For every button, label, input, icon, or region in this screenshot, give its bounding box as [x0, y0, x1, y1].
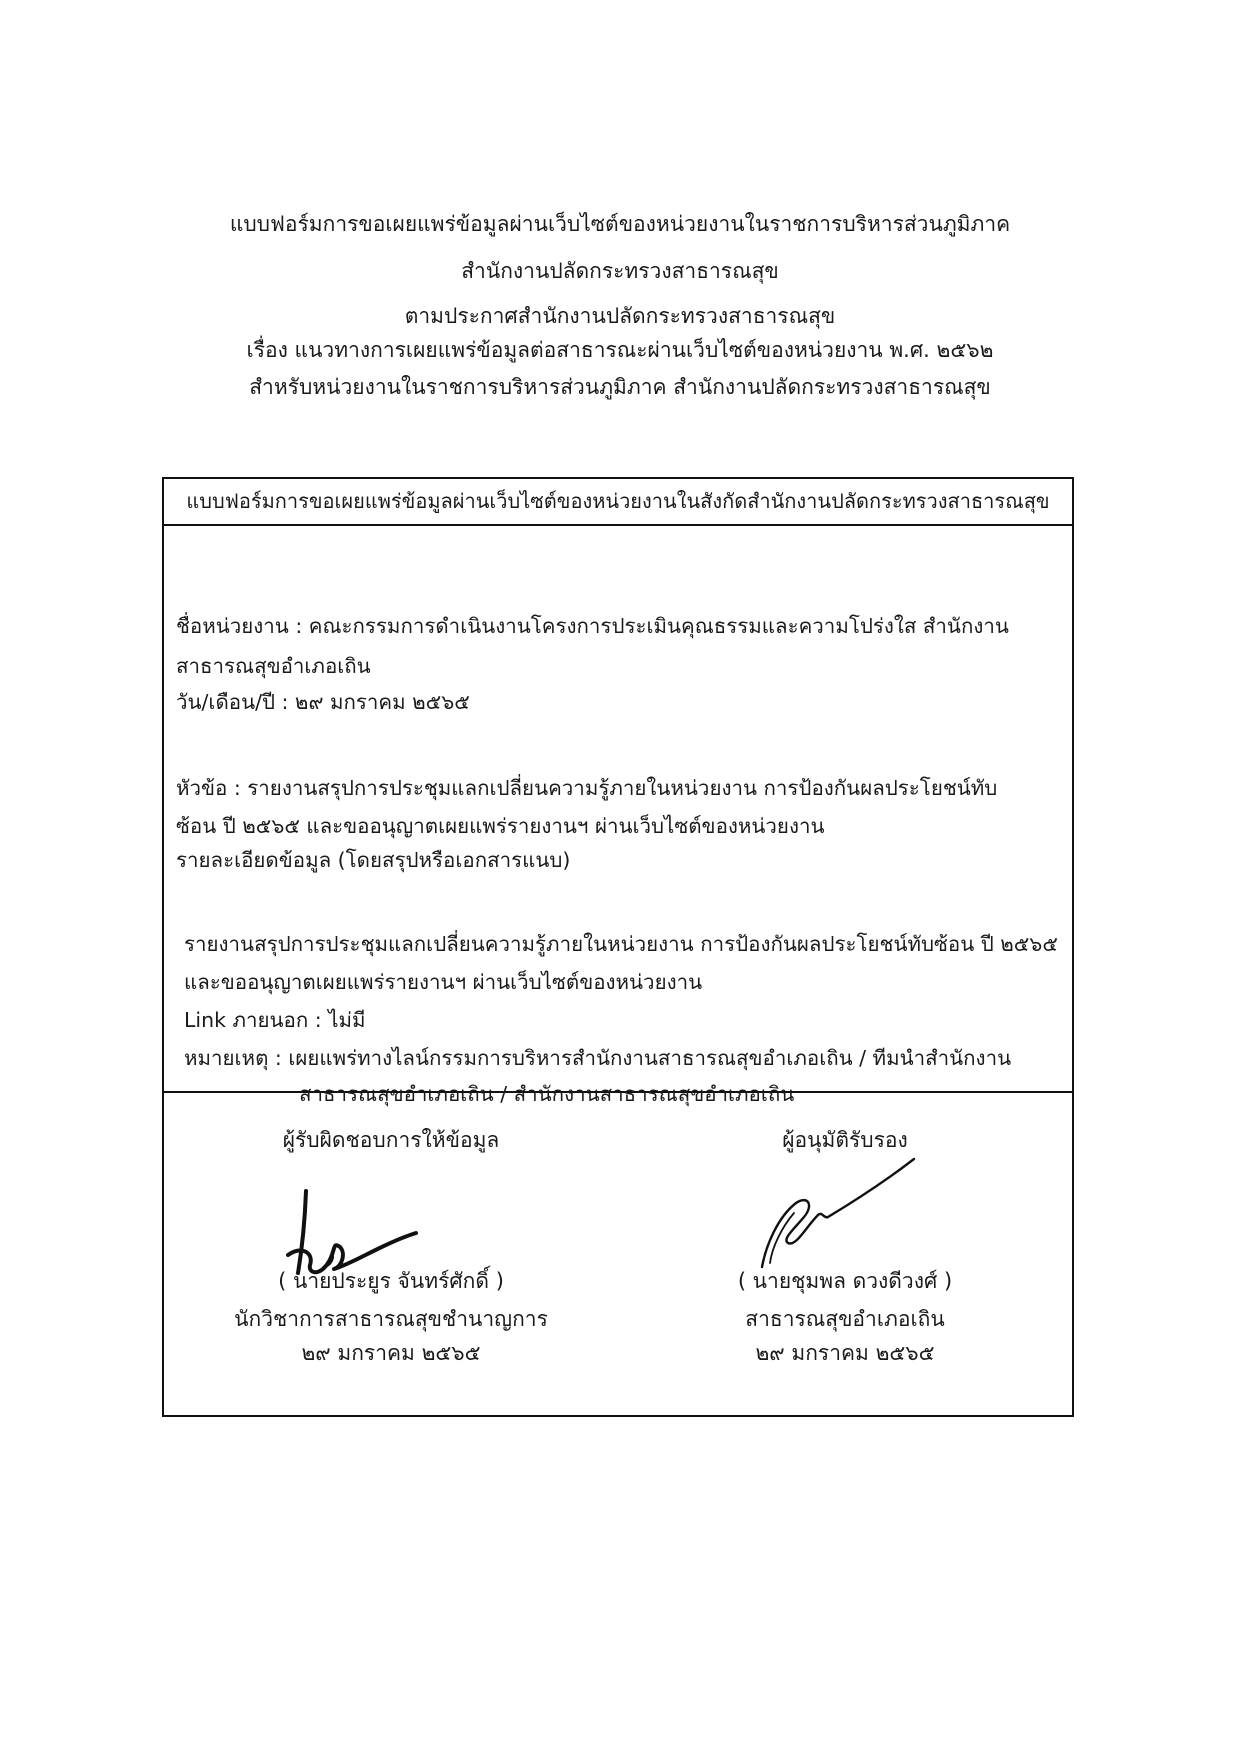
right-signer-name: ( นายชุมพล ดวงดีวงศ์ ): [737, 1269, 953, 1293]
left-signer-date: ๒๙ มกราคม ๒๕๖๕: [301, 1341, 481, 1365]
publication-form: [162, 477, 1074, 1417]
detail-line-2: และขออนุญาตเผยแพร่รายงานฯ ผ่านเว็บไซต์ของหน่วยงาน: [184, 970, 703, 994]
detail-line-1: รายงานสรุปการประชุมแลกเปลี่ยนความรู้ภายในหน่วยงาน การป้องกันผลประโยชน์ทับซ้อน ปี ๒๕๖๕: [184, 932, 1058, 956]
form-title: แบบฟอร์มการขอเผยแพร่ข้อมูลผ่านเว็บไซต์ของหน่วยงานในสังกัดสำนักงานปลัดกระทรวงสาธารณสุข: [164, 479, 1072, 526]
agency-line-2: สาธารณสุขอำเภอเถิน: [176, 654, 371, 678]
left-signer-position: นักวิชาการสาธารณสุขชำนาญการ: [234, 1307, 548, 1331]
agency-line-1: ชื่อหน่วยงาน : คณะกรรมการดำเนินงานโครงการประเมินคุณธรรมและความโปร่งใส สำนักงาน: [176, 614, 1009, 638]
left-signer-name: ( นายประยูร จันทร์ศักดิ์ ): [278, 1269, 504, 1293]
right-signer-role: ผู้อนุมัติรับรอง: [782, 1128, 908, 1152]
header-line-2: สำนักงานปลัดกระทรวงสาธารณสุข: [461, 259, 779, 283]
header-line-4: เรื่อง แนวทางการเผยแพร่ข้อมูลต่อสาธารณะผ่านเว็บไซต์ของหน่วยงาน พ.ศ. ๒๕๖๒: [246, 338, 994, 362]
external-link-line: Link ภายนอก : ไม่มี: [184, 1008, 366, 1032]
form-info-section: [164, 526, 1072, 1106]
left-signer-role: ผู้รับผิดชอบการให้ข้อมูล: [282, 1128, 500, 1152]
right-signer-date: ๒๙ มกราคม ๒๕๖๕: [755, 1341, 935, 1365]
header-line-3: ตามประกาศสำนักงานปลัดกระทรวงสาธารณสุข: [404, 304, 836, 328]
detail-label: รายละเอียดข้อมูล (โดยสรุปหรือเอกสารแนบ): [176, 848, 571, 872]
date-line: วัน/เดือน/ปี : ๒๙ มกราคม ๒๕๖๕: [176, 690, 470, 714]
right-signer-position: สาธารณสุขอำเภอเถิน: [745, 1307, 945, 1331]
topic-line-2: ซ้อน ปี ๒๕๖๕ และขออนุญาตเผยแพร่รายงานฯ ผ่านเว็บไซต์ของหน่วยงาน: [176, 814, 825, 838]
remark-line-2: สาธารณสุขอำเภอเถิน / สำนักงานสาธารณสุขอำเภอเถิน: [299, 1082, 795, 1106]
signature-section: [164, 1093, 1072, 1415]
right-signature-mark: [748, 1155, 918, 1275]
topic-line-1: หัวข้อ : รายงานสรุปการประชุมแลกเปลี่ยนความรู้ภายในหน่วยงาน การป้องกันผลประโยชน์ทับ: [176, 776, 998, 800]
header-line-5: สำหรับหน่วยงานในราชการบริหารส่วนภูมิภาค สำนักงานปลัดกระทรวงสาธารณสุข: [249, 375, 991, 399]
remark-line-1: หมายเหตุ : เผยแพร่ทางไลน์กรรมการบริหารสำนักงานสาธารณสุขอำเภอเถิน / ทีมนำสำนักงาน: [184, 1046, 1012, 1070]
header-line-1: แบบฟอร์มการขอเผยแพร่ข้อมูลผ่านเว็บไซต์ของหน่วยงานในราชการบริหารส่วนภูมิภาค: [229, 212, 1011, 236]
